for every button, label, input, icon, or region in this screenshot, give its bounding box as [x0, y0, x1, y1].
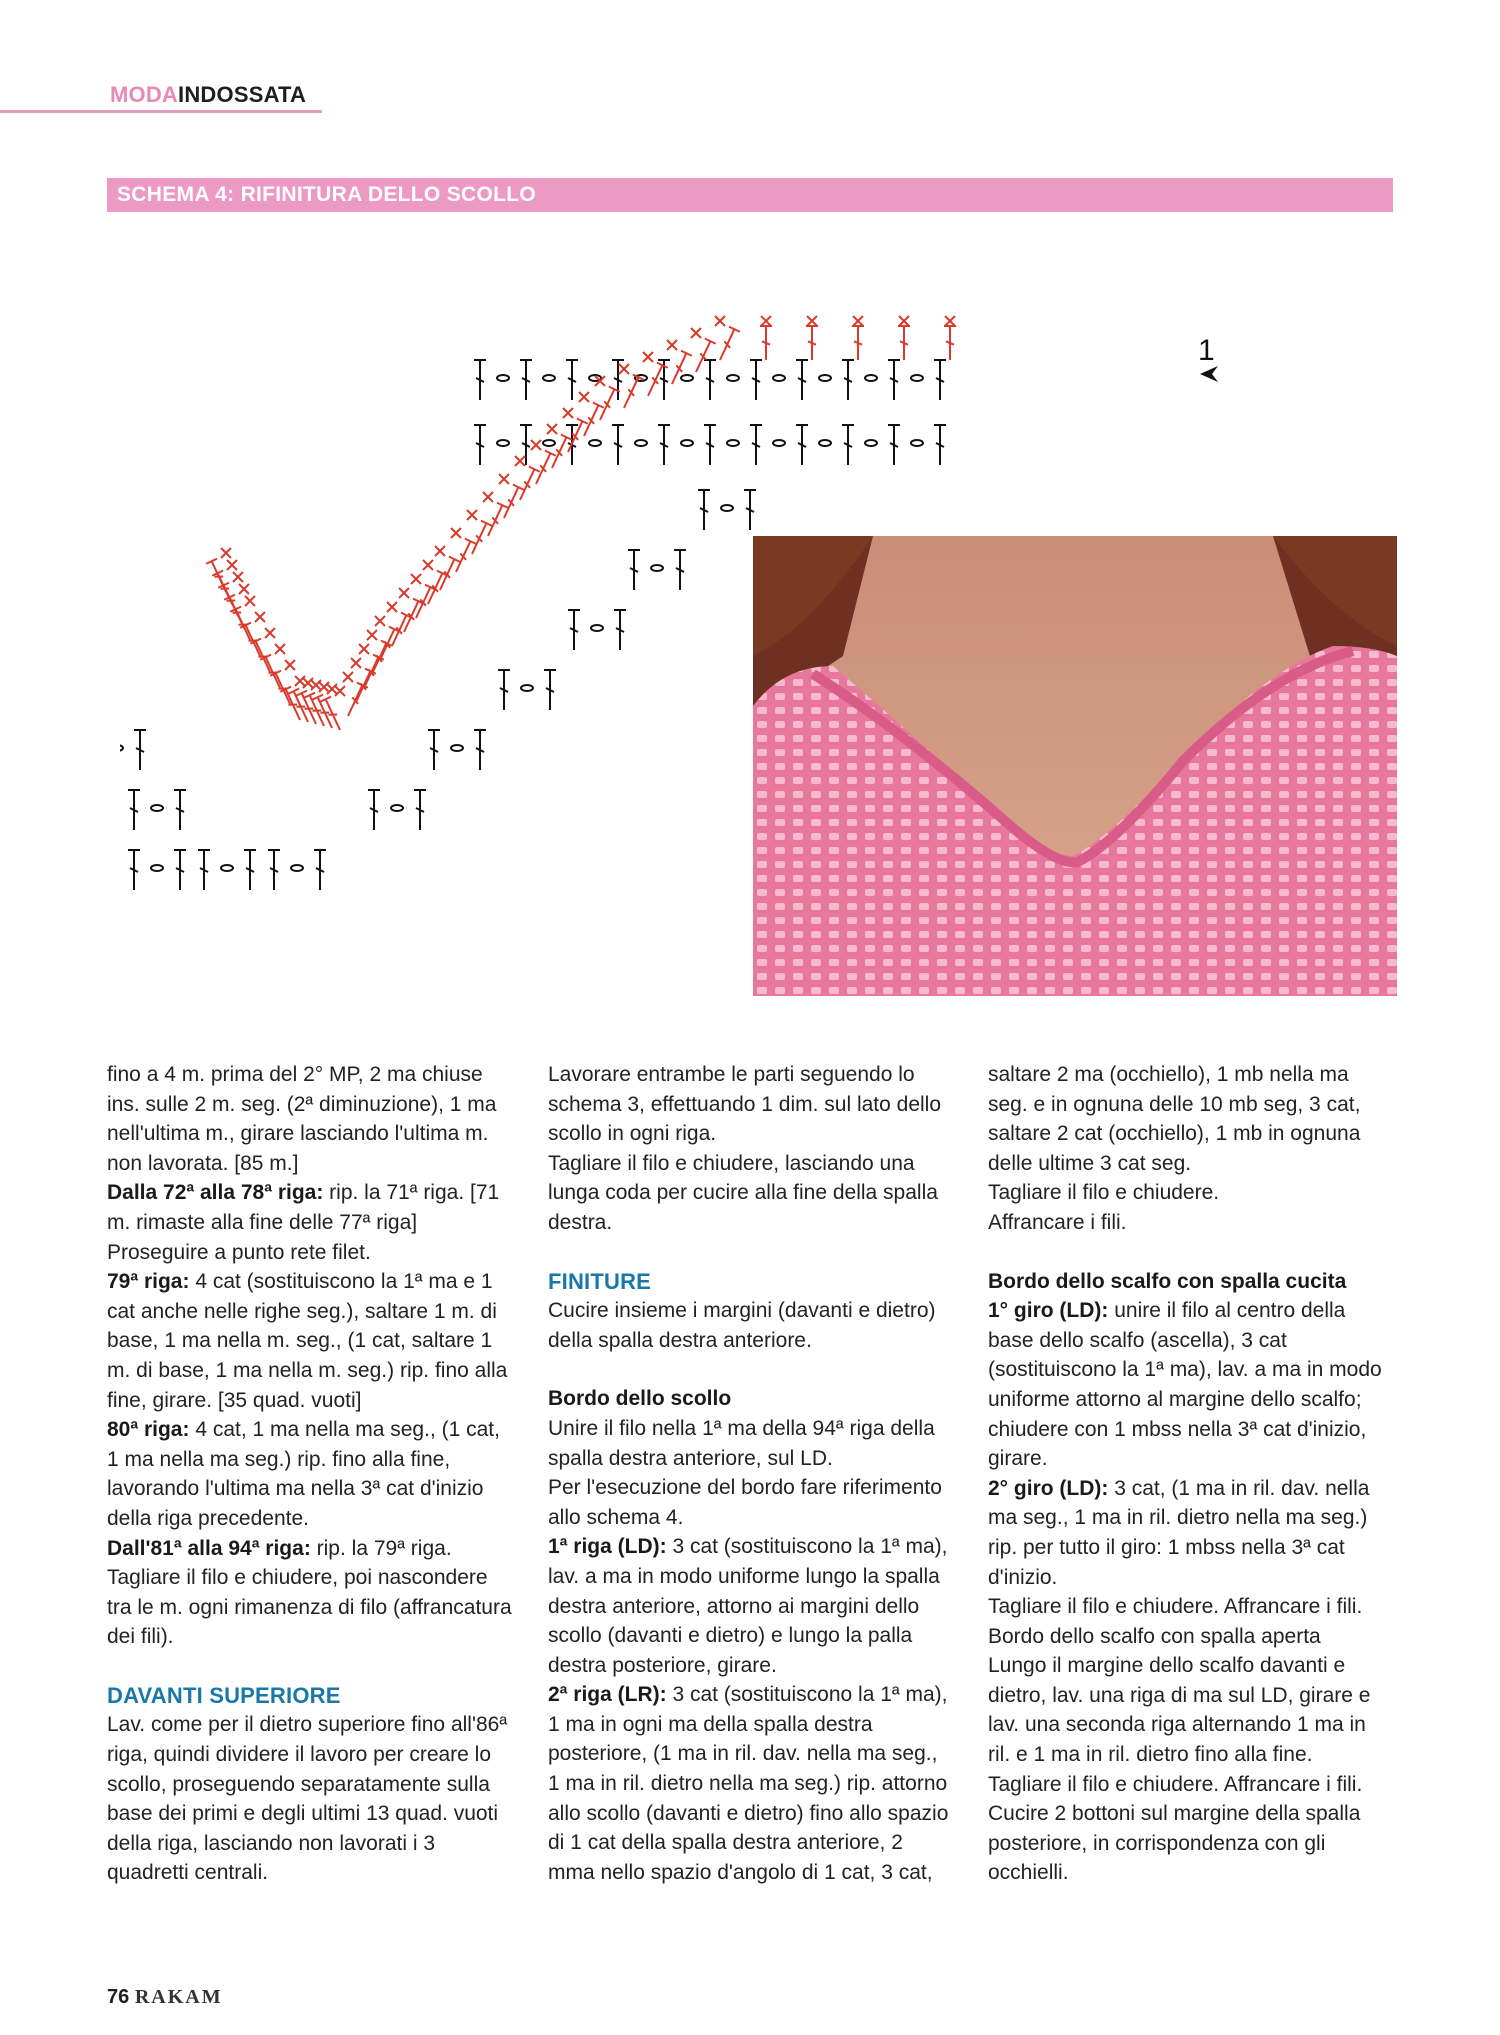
chain-stitch [819, 375, 831, 381]
chain-stitch [521, 685, 533, 691]
heading-bordo-scollo [548, 1384, 953, 1414]
treble-stitch [704, 425, 716, 465]
treble-stitch [796, 360, 808, 400]
col1-p6 [107, 1534, 512, 1564]
col1-p2-text: rip. la 71ª riga. [71 m. rimaste alla fine delle 77ª riga] [107, 1181, 500, 1234]
treble-stitch [612, 425, 624, 465]
chain-stitch [591, 625, 603, 631]
single-crochet-mark [359, 644, 369, 654]
treble-stitch [498, 670, 510, 710]
chain-stitch [635, 440, 647, 446]
treble-stitch [451, 539, 476, 575]
treble-stitch [474, 360, 486, 400]
col2-p6-bold: 1ª riga (LD): [548, 1535, 667, 1559]
chain-stitch [221, 865, 233, 871]
col1-p5 [107, 1415, 512, 1533]
single-crochet-mark [483, 492, 493, 502]
col3-p4-bold: 1° giro (LD): [988, 1299, 1109, 1323]
chain-stitch [391, 805, 403, 811]
treble-stitch [368, 790, 380, 830]
col1-p2-bold: Dalla 72ª alla 78ª riga: [107, 1181, 324, 1205]
text-column-2 [548, 1060, 953, 1887]
col1-p4-bold: 79ª riga: [107, 1270, 190, 1294]
chain-stitch [589, 440, 601, 446]
treble-stitch [483, 503, 508, 539]
treble-stitch [320, 697, 345, 733]
single-crochet-mark [467, 510, 477, 520]
col2-p6-text: 3 cat (sostituiscono la 1ª ma), lav. a ma in modo uniforme lungo la spalla destra anteriore, attorno ai margini dello scollo (davanti e dietro) e lungo la palla destra posteriore, girare. [548, 1535, 948, 1677]
treble-stitch [760, 326, 772, 360]
treble-stitch [515, 467, 540, 503]
col3-p2: Tagliare il filo e chiudere. [988, 1181, 1220, 1205]
single-crochet-mark [367, 630, 377, 640]
col3-p7: Bordo dello scalfo con spalla aperta [988, 1624, 1321, 1648]
single-crochet-mark [761, 316, 771, 326]
single-crochet-mark [255, 612, 265, 622]
single-crochet-mark [343, 672, 353, 682]
treble-stitch [704, 360, 716, 400]
treble-stitch [198, 850, 210, 890]
col3-p6: Tagliare il filo e chiudere. Affrancare i fili. [988, 1595, 1363, 1619]
treble-stitch [499, 485, 524, 521]
single-crochet-mark [667, 340, 677, 350]
single-crochet-mark [285, 660, 295, 670]
chain-stitch [151, 865, 163, 871]
treble-stitch [244, 850, 256, 890]
chain-stitch [865, 440, 877, 446]
col3-p4 [988, 1296, 1393, 1474]
section-title [110, 82, 306, 108]
treble-stitch [944, 326, 956, 360]
single-crochet-mark [265, 628, 275, 638]
col2-p7 [548, 1680, 953, 1887]
col3-p8: Lungo il margine dello scalfo davanti e dietro, lav. una riga di ma sul LD, girare e lav. una seconda riga alternando 1 ma in ril. e 1 ma in ril. dietro fino alla fine. [988, 1654, 1371, 1767]
treble-stitch [628, 550, 640, 590]
treble-stitch [806, 326, 818, 360]
treble-stitch [842, 360, 854, 400]
col3-p9: Tagliare il filo e chiudere. Affrancare i fili. [988, 1772, 1363, 1796]
treble-stitch [852, 326, 864, 360]
col2-p6 [548, 1532, 953, 1680]
treble-stitch [888, 425, 900, 465]
single-crochet-mark [435, 546, 445, 556]
single-crochet-mark [715, 316, 725, 326]
chain-stitch [727, 440, 739, 446]
chain-stitch [681, 375, 693, 381]
schema-title-bar [107, 178, 1393, 212]
chain-stitch [773, 375, 785, 381]
single-crochet-mark [451, 528, 461, 538]
col3-p1: saltare 2 ma (occhiello), 1 mb nella ma seg. e in ognuna delle 10 mb seg, 3 cat, saltare 2 cat (occhiello), 1 mb in ognuna delle ultime 3 cat seg. [988, 1063, 1361, 1175]
single-crochet-mark [411, 574, 421, 584]
chain-stitch [120, 745, 123, 751]
heading-bordo-scollo-text: Bordo dello scollo [548, 1387, 732, 1411]
treble-stitch [544, 670, 556, 710]
text-column-3 [988, 1060, 1393, 1888]
col2-p7-text: 3 cat (sostituiscono la 1ª ma), 1 ma in ogni ma della spalla destra posteriore, (1 ma in ril. dav. nella ma seg., 1 ma in ril. dietro nella ma seg.) rip. attorno allo scollo (davanti e dietro) fino allo spazio di 1 cat della spalla destra anteriore, 2 mma nello spazio d'angolo di 1 cat, 3 cat, [548, 1683, 949, 1884]
col1-p3: Proseguire a punto rete filet. [107, 1240, 371, 1264]
single-crochet-mark [351, 658, 361, 668]
treble-stitch [744, 490, 756, 530]
col1-p7: Tagliare il filo e chiudere, poi nascondere tra le m. ogni rimanenza di filo (affrancatura dei fili). [107, 1566, 512, 1649]
chain-stitch [497, 440, 509, 446]
chain-stitch [543, 375, 555, 381]
treble-stitch [428, 730, 440, 770]
chain-stitch [819, 440, 831, 446]
single-crochet-mark [319, 682, 329, 692]
col1-p2 [107, 1178, 512, 1237]
col2-p1: Lavorare entrambe le parti seguendo lo schema 3, effettuando 1 dim. sul lato dello scollo in ogni riga. [548, 1063, 942, 1146]
treble-stitch [750, 360, 762, 400]
chain-stitch [911, 440, 923, 446]
single-crochet-mark [221, 548, 231, 558]
heading-davanti-superiore: DAVANTI SUPERIORE [107, 1682, 341, 1708]
treble-stitch [414, 790, 426, 830]
single-crochet-mark [375, 616, 385, 626]
schema-title: SCHEMA 4: RIFINITURA DELLO SCOLLO [117, 183, 536, 206]
single-crochet-mark [387, 602, 397, 612]
single-crochet-mark [423, 560, 433, 570]
single-crochet-mark [579, 392, 589, 402]
col3-p5 [988, 1474, 1393, 1592]
treble-stitch [898, 326, 910, 360]
treble-stitch [520, 360, 532, 400]
single-crochet-mark [547, 424, 557, 434]
col1-p8: Lav. come per il dietro superiore fino all'86ª riga, quindi dividere il lavoro per creare lo scollo, proseguendo separatamente sulla base dei primi e degli ultimi 13 quad. vuoti della riga, lasciando non lavorati i 3 quadretti centrali. [107, 1713, 508, 1885]
treble-stitch [658, 425, 670, 465]
single-crochet-mark [499, 474, 509, 484]
single-crochet-mark [239, 584, 249, 594]
col1-p6-bold: Dall'81ª alla 94ª riga: [107, 1536, 311, 1560]
col2-p7-bold: 2ª riga (LR): [548, 1683, 667, 1707]
single-crochet-mark [327, 684, 337, 694]
treble-stitch [314, 850, 326, 890]
chain-stitch [727, 375, 739, 381]
single-crochet-mark [245, 596, 255, 606]
treble-stitch [268, 850, 280, 890]
col2-p3: Cucire insieme i margini (davanti e dietro) della spalla destra anteriore. [548, 1299, 936, 1352]
running-head [0, 80, 322, 113]
section-title-a: MODA [110, 82, 179, 107]
treble-stitch [474, 425, 486, 465]
treble-stitch [698, 490, 710, 530]
text-column-1 [107, 1060, 512, 1888]
col3-p5-bold: 2° giro (LD): [988, 1476, 1109, 1500]
single-crochet-mark [275, 644, 285, 654]
single-crochet-mark [531, 440, 541, 450]
single-crochet-mark [563, 408, 573, 418]
chain-stitch [773, 440, 785, 446]
col3-p10: Cucire 2 bottoni sul margine della spalla posteriore, in corrispondenza con gli occhielli. [988, 1802, 1361, 1885]
single-crochet-mark [807, 316, 817, 326]
single-crochet-mark [853, 316, 863, 326]
heading-bordo-scalfo [988, 1267, 1393, 1297]
treble-stitch [691, 339, 716, 375]
single-crochet-mark [227, 560, 237, 570]
chain-stitch [497, 375, 509, 381]
col3-p3: Affrancare i fili. [988, 1210, 1127, 1234]
col2-p2: Tagliare il filo e chiudere, lasciando una lunga coda per cucire alla fine della spalla destra. [548, 1151, 938, 1234]
chain-stitch [911, 375, 923, 381]
chain-stitch [151, 805, 163, 811]
heading-bordo-scalfo-text: Bordo dello scalfo con spalla cucita [988, 1269, 1347, 1293]
single-crochet-mark [399, 588, 409, 598]
col1-p6-text: rip. la 79ª riga. [310, 1536, 452, 1560]
treble-stitch [174, 850, 186, 890]
chain-stitch [291, 865, 303, 871]
chain-stitch [543, 440, 555, 446]
treble-stitch [467, 521, 492, 557]
chain-stitch [651, 565, 663, 571]
col3-p5-text: 3 cat, (1 ma in ril. dav. nella ma seg., 1 ma in ril. dietro nella ma seg.) rip. per tutto il giro: 1 mbss nella 3ª cat d'inizio. [988, 1476, 1370, 1589]
col1-p4 [107, 1267, 512, 1415]
treble-stitch [566, 360, 578, 400]
treble-stitch [614, 610, 626, 650]
single-crochet-mark [619, 364, 629, 374]
single-crochet-mark [643, 352, 653, 362]
page-number: 76 [107, 1986, 130, 2008]
treble-stitch [796, 425, 808, 465]
col3-p4-text: unire il filo al centro della base dello scalfo (ascella), 3 cat (sostituiscono la 1ª ma), lav. a ma in modo uniforme attorno al margine dello scalfo; chiudere con 1 mbss nella 3ª cat d'inizio, girare. [988, 1299, 1382, 1471]
chain-stitch [681, 440, 693, 446]
col2-p5: Per l'esecuzione del bordo fare riferimento allo schema 4. [548, 1476, 942, 1529]
treble-stitch [174, 790, 186, 830]
single-crochet-mark [311, 680, 321, 690]
treble-stitch [934, 360, 946, 400]
single-crochet-mark [335, 686, 345, 696]
col1-p4-text: 4 cat (sostituiscono la 1ª ma e 1 cat anche nelle righe seg.), saltare 1 m. di base, 1 ma nella m. seg., (1 cat, saltare 1 m. di base, 1 ma nella m. seg.) rip. fino alla fine, girare. [35 quad. vuoti] [107, 1270, 508, 1412]
col1-p5-bold: 80ª riga: [107, 1418, 190, 1442]
magazine-brand: RAKAM [134, 1986, 223, 2008]
treble-stitch [128, 790, 140, 830]
single-crochet-mark [233, 572, 243, 582]
single-crochet-mark [303, 678, 313, 688]
col2-p4: Unire il filo nella 1ª ma della 94ª riga della spalla destra anteriore, sul LD. [548, 1416, 935, 1470]
single-crochet-mark [295, 676, 305, 686]
treble-stitch [134, 730, 146, 770]
single-crochet-mark [945, 316, 955, 326]
chart-row-label: 1 [1198, 334, 1215, 367]
chain-stitch [721, 505, 733, 511]
neckline-photo [753, 536, 1397, 996]
heading-finiture: FINITURE [548, 1268, 652, 1294]
treble-stitch [715, 327, 740, 363]
single-crochet-mark [515, 456, 525, 466]
section-title-b: INDOSSATA [178, 82, 307, 107]
chain-stitch [451, 745, 463, 751]
treble-stitch [474, 730, 486, 770]
treble-stitch [568, 610, 580, 650]
treble-stitch [128, 850, 140, 890]
start-arrow-icon [1200, 366, 1218, 382]
col1-p1: fino a 4 m. prima del 2° MP, 2 ma chiuse ins. sulle 2 m. seg. (2ª diminuzione), 1 ma nell'ultima m., girare lasciando l'ultima m. non lavorata. [85 m.] [107, 1063, 497, 1175]
treble-stitch [888, 360, 900, 400]
treble-stitch [674, 550, 686, 590]
treble-stitch [934, 425, 946, 465]
chain-stitch [865, 375, 877, 381]
treble-stitch [842, 425, 854, 465]
page-footer [107, 1986, 223, 2009]
treble-stitch [750, 425, 762, 465]
single-crochet-mark [691, 328, 701, 338]
single-crochet-mark [899, 316, 909, 326]
col1-p5-text: 4 cat, 1 ma nella ma seg., (1 cat, 1 ma nella ma seg.) rip. fino alla fine, lavorando l'ultima ma nella 3ª cat d'inizio della riga precedente. [107, 1418, 500, 1530]
